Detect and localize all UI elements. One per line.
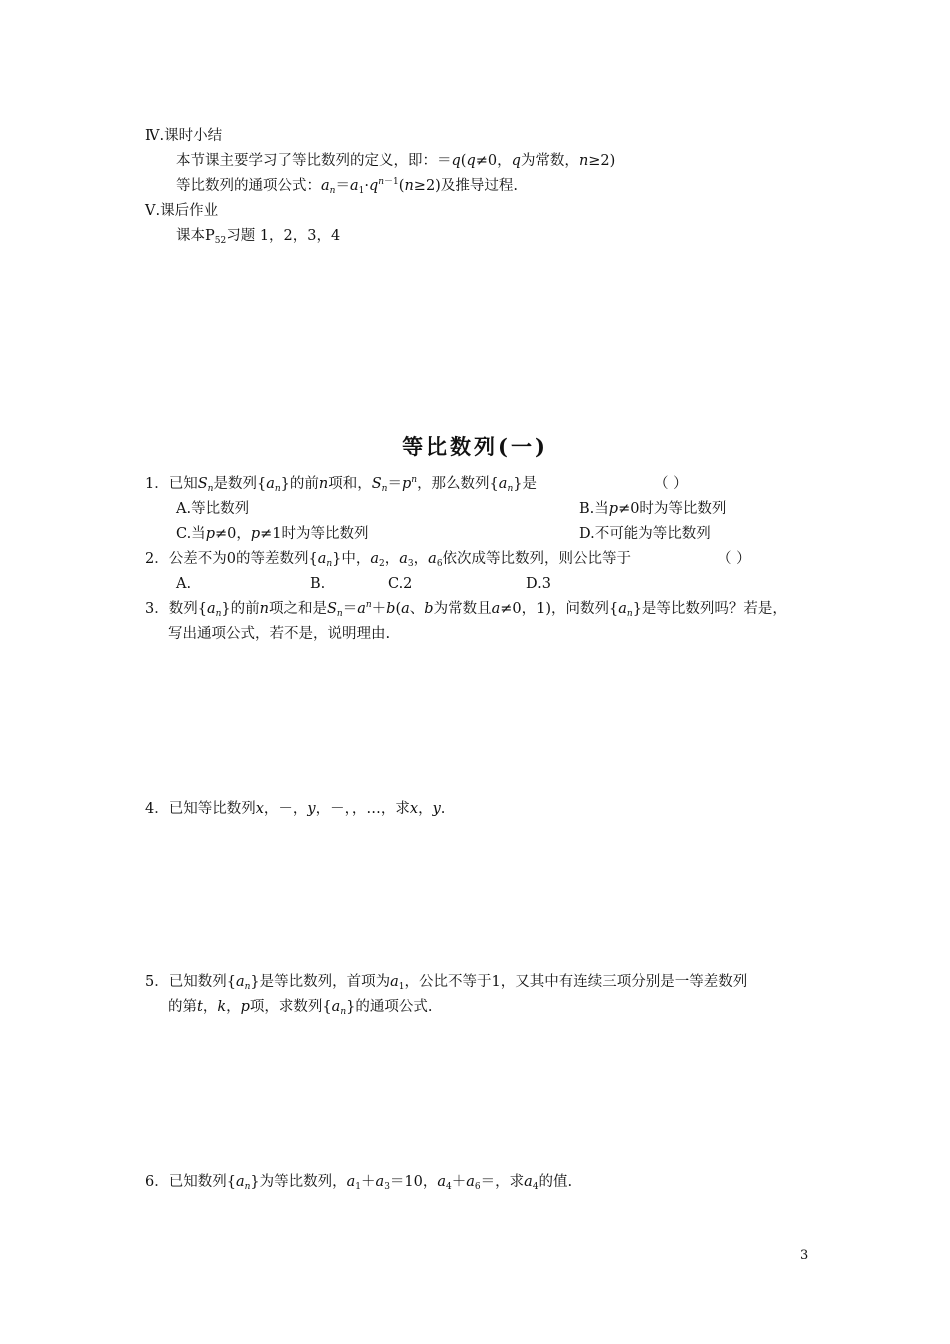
q2-option-b: B. <box>310 576 326 592</box>
q2-option-a: A. <box>176 576 192 592</box>
q1-option-a: A.等比数列 <box>176 501 250 517</box>
homework-heading: Ⅴ.课后作业 <box>145 203 219 219</box>
q1-option-c: C.当p≠0，p≠1时为等比数列 <box>176 526 369 542</box>
q3-line-1: 3．数列$\{a_n\}$的前n项之和是$S_n=a^n+b(a$、b为常数且a≠0，1)，问数列$\{a_n\}$是等比数列吗？若是， <box>145 600 787 619</box>
q1-option-d: D.不可能为等比数列 <box>579 526 711 542</box>
q5-line-2: 的第t，k，p项，求数列$\{a_n\}$的通项公式. <box>168 999 433 1017</box>
summary-definition: 本节课主要学习了等比数列的定义，即：＝q(q≠0，q为常数，n≥2) <box>176 153 616 169</box>
summary-formula: 等比数列的通项公式：$a_n=a_1\cdot q^{n-1}(n\ge 2)$及推导过程. <box>176 177 518 196</box>
q1-option-b: B.当p≠0时为等比数列 <box>579 501 727 517</box>
q3-line-2: 写出通项公式，若不是，说明理由. <box>168 626 391 642</box>
q2-option-d: D.3 <box>526 576 551 592</box>
q6-line: 6．已知数列$\{a_n\}$为等比数列，$a_1+a_3=10$，$a_4+a_6=$，求$a_4$的值. <box>145 1174 573 1192</box>
section-title: 等比数列(一) <box>402 434 548 459</box>
page-number: 3 <box>800 1248 809 1263</box>
homework-assignment: 课本$P_{52}$习题 1，2，3，4 <box>176 228 341 246</box>
summary-heading: Ⅳ.课时小结 <box>145 128 223 144</box>
q2-option-c: C.2 <box>388 576 413 592</box>
q2-answer-bracket: （ ） <box>717 551 751 567</box>
q2-stem: 2．公差不为0的等差数列$\{a_n\}$中，$a_2$，$a_3$，$a_6$依次成等比数列，则公比等于 <box>145 551 632 569</box>
q1-stem: 1．已知$S_n$是数列$\{a_n\}$的前n项和，$S_n=p^n$，那么数列$\{a_n\}$是 <box>145 475 537 494</box>
q5-line-1: 5．已知数列$\{a_n\}$是等比数列，首项为$a_1$，公比不等于1，又其中有连续三项分别是一等差数列 <box>145 974 748 992</box>
q1-answer-bracket: （ ） <box>654 476 688 492</box>
q4-line: 4．已知等比数列x，－，y，－，，…，求x，y. <box>145 801 446 817</box>
